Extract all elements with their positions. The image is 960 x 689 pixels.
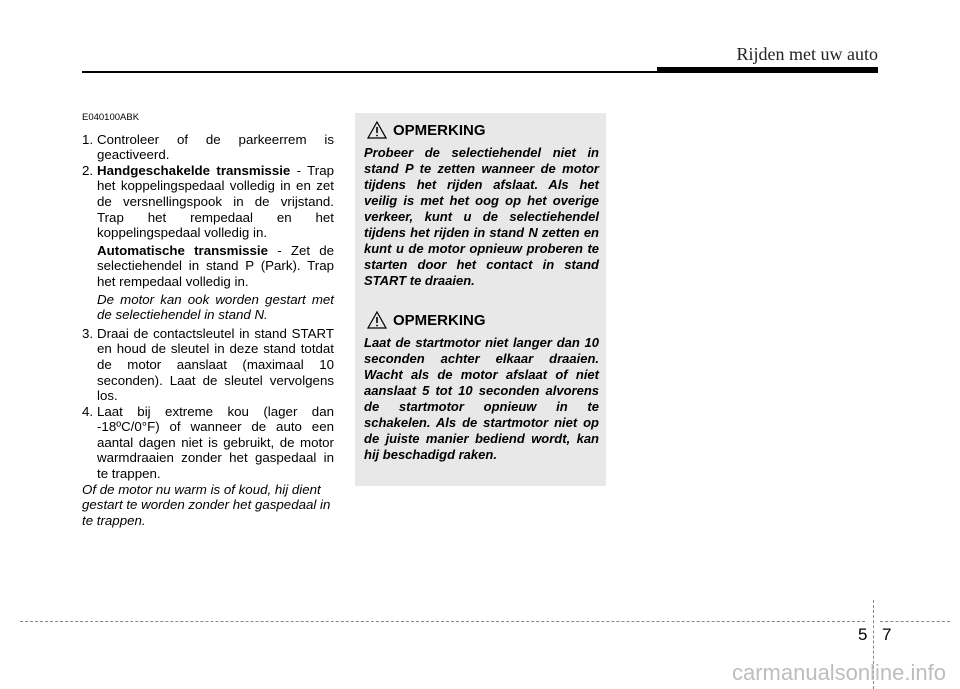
notice-title: OPMERKING [393,121,486,139]
list-number: 3. [82,325,94,341]
list-number: 1. [82,131,94,147]
final-note: Of de motor nu warm is of koud, hij dient gestart te worden zonder het gaspedaal in te trappen. [82,481,331,528]
manual-transmission-label: Handgeschakelde transmissie [97,162,291,178]
notice-box [355,303,606,486]
list-text: Controleer of de parkeerrem is geactiveerd. [97,131,334,163]
section-code: E040100ABK [82,112,140,123]
list-item [82,326,334,404]
automatic-transmission-text: - Zet de selectiehendel in stand P (Park). Trap het rempedaal volledig in. [97,242,335,289]
footer-rule [20,621,865,622]
header-rule [82,71,657,73]
list-text [97,163,334,241]
page-number: 7 [882,625,892,644]
list-item [82,132,334,163]
list-item [82,404,334,482]
notice-text: Probeer de selectiehendel niet in stand P te zetten wanneer de motor tijdens het rijden afslaat. Als het veilig is met het oog op het overige verkeer, kunt u de selectiehendel tijdens het rijden in stand N zetten en kunt u de motor opnieuw proberen te starten door het contact in stand START te draaien. [364,145,599,288]
footer-rule-right [880,621,950,622]
watermark: carmanualsonline.info [731,660,946,685]
header-rule-thick [657,67,878,73]
list-item [82,163,334,241]
list-number: 4. [82,403,94,419]
list-number: 2. [82,162,94,178]
warning-icon [367,311,387,329]
notice-header [367,311,606,329]
automatic-transmission-label: Automatische transmissie [97,242,269,258]
section-number: 5 [858,625,868,644]
chapter-title: Rijden met uw auto [736,44,878,64]
notice-title: OPMERKING [393,311,486,329]
automatic-note: De motor kan ook worden gestart met de selectiehendel in stand N. [97,291,334,323]
notice-header [367,121,606,139]
list-text: Draai de contactsleutel in stand START en houd de sleutel in deze stand totdat de motor aanslaat (maximaal 10 seconden). Laat de sleutel vervolgens los. [97,325,334,404]
instruction-column [82,110,334,528]
manual-transmission-text: - Trap het koppelingspedaal volledig in en zet de versnellingspook in de vrijstand. Trap het rempedaal en het koppelingspedaal volledig in. [97,162,334,241]
warning-icon [367,121,387,139]
list-text: Laat bij extreme kou (lager dan -18ºC/0°F) of wanneer de auto een aantal dagen niet is gebruikt, de motor warmdraaien zonder het gaspedaal in te trappen. [97,403,334,482]
notice-text: Laat de startmotor niet langer dan 10 seconden achter elkaar draaien. Wacht als de motor afslaat of niet aanslaat 5 tot 10 seconden alvorens de startmotor opnieuw in te schakelen. Als de startmotor niet op de juiste manier bediend wordt, kan hij beschadigd raken. [364,335,599,462]
notice-box [355,113,606,303]
automatic-paragraph [97,243,334,290]
